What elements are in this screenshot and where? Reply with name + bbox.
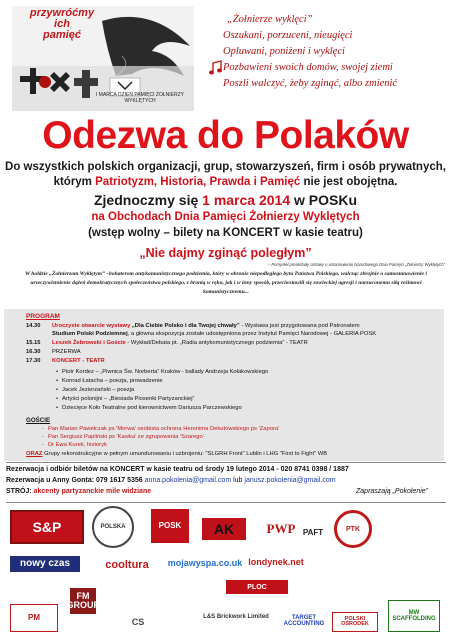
date-suffix: w POSKu xyxy=(294,192,358,208)
concert-item: • Piotr Kordez – „Piwnica Św. Norberta” Kraków - ballady Andrzeja Kołakowskiego xyxy=(56,368,268,376)
nowy-czas-logo: nowy czas xyxy=(10,556,80,572)
ls-brickwork-logo: L&S Brickwork Limited xyxy=(203,614,269,620)
intro-line: Do wszystkich polskich organizacji, grup, stowarzyszeń, firm i osób prywatnych, xyxy=(5,161,446,173)
hero-title-line: pamięć xyxy=(43,29,81,41)
intro-values: Patriotyzm, Historia, Prawda i Pamięć xyxy=(95,176,301,188)
poem-line: Oszukani, porzuceni, nieugięci xyxy=(223,30,353,41)
target-accounting-logo: TARGET ACCOUNTING xyxy=(283,615,325,627)
event-occasion: na Obchodach Dnia Pamięci Żołnierzy Wyklętych xyxy=(91,211,360,223)
event-date: 1 marca 2014 xyxy=(202,192,291,208)
footer-info xyxy=(6,464,446,497)
program-time: 15.15 xyxy=(26,340,41,346)
program-time: 16.30 xyxy=(26,349,41,355)
hero-title-line: ich xyxy=(54,18,70,30)
anna-contact: Rezerwacja u Anny Gonta: 079 1617 5356 xyxy=(6,477,143,484)
event-entry: (wstęp wolny – bilety na KONCERT w kasie teatru) xyxy=(88,227,363,239)
poem-line: Opluwani, poniżeni i wyklęci xyxy=(223,46,345,57)
cs-logo: CS xyxy=(131,616,145,627)
reservation-line: Rezerwacja i odbiór biletów na KONCERT w kasie teatru od środy 19 lutego 2014 - 020 8741 0398 / 1887 xyxy=(6,466,349,473)
dress-label: STRÓJ: xyxy=(6,488,32,495)
paft-logo: PAFT xyxy=(302,528,324,537)
guest-item: - Pan Sergiusz Papliński ps 'Kawka' ze zgrupowania 'Szarego' xyxy=(42,433,204,441)
program-highlight: Leszek Żebrowski i Goście xyxy=(52,340,126,346)
poem-title: „Żołnierze wyklęci” xyxy=(227,14,313,25)
program-text: - Wystawa jest przygotowana pod Patronatem xyxy=(239,323,360,329)
divider xyxy=(6,502,446,503)
program-bold: Studium Polski Podziemnej xyxy=(52,331,128,337)
mojawyspa-logo: mojawyspa.co.uk xyxy=(167,557,243,568)
dedication: W hołdzie „Żołnierzom Wyklętym” –bohaterom antykomunistycznego podziemia, który w obronie niepodległego bytu Państwa Polskiego, walcząc zbrojnie o samostanowienie i urzeczywistnienie dążeń demokratycznych społeczeństwa polskiego, z bronią w ręku, jak i w inny sposób, przeciwstawili się sowieckiej agresji i narzuconemu siłą reżimowi komunistycznemu... xyxy=(25,271,427,295)
polska-seal-logo: POLSKA xyxy=(92,506,134,548)
concert-item: • Dziecięce Koło Teatralne pod kierownictwem Dariusza Parczewskiego xyxy=(56,404,242,412)
divider xyxy=(6,462,446,463)
intro xyxy=(0,160,451,190)
program-bold: „Dla Ciebie Polsko i dla Twojej chwały” xyxy=(130,323,240,329)
poem xyxy=(223,12,449,92)
program-time: 14.30 xyxy=(26,323,41,329)
anna-email-link[interactable]: anna.pokolenia@gmail.com xyxy=(144,477,232,484)
program-highlight: KONCERT - TEATR xyxy=(52,358,105,364)
also-line xyxy=(26,451,327,457)
cooltura-logo: cooltura xyxy=(105,558,149,571)
ploc-logo: PLOC xyxy=(226,580,288,594)
guests-heading: GOŚCIE xyxy=(26,417,51,424)
event-motto: „Nie dajmy zginąć poległym” xyxy=(139,246,312,260)
program-time: 17.30 xyxy=(26,358,41,364)
dress-text: akcenty partyzanckie mile widziane xyxy=(33,488,152,495)
poem-line: Pozbawieni swoich domów, swojej ziemi xyxy=(223,62,393,73)
concert-item: • Artyści polonijni – „Biesiada Piosenki Partyzanckiej” xyxy=(56,395,194,403)
program-row xyxy=(26,357,444,365)
program-text: PRZERWA xyxy=(52,349,81,355)
poem-line: Poszli walczyć, żeby zginąć, albo zmienić xyxy=(223,78,398,89)
hero-caption: I MARCA DZIEŃ PAMIĘCI ŻOŁNIERZY WYKLĘTYCH xyxy=(96,92,184,104)
program-row xyxy=(26,322,444,330)
program-row xyxy=(26,348,444,356)
program-row xyxy=(26,330,444,338)
guest-item: - Dr Ewa Kurek, historyk xyxy=(42,441,107,449)
contact-line xyxy=(6,475,446,486)
program-highlight: Uroczyste otwarcie wystawy xyxy=(52,323,131,329)
main-title: Odezwa do Polaków xyxy=(42,114,409,157)
intro-prefix: którym xyxy=(53,176,92,188)
fm-group-logo: FM GROUP xyxy=(70,588,96,614)
concert-item: • Konrad Łatacha – poezja, prowadzenie xyxy=(56,377,163,385)
intro-line-2 xyxy=(0,175,451,190)
event-date-line xyxy=(0,192,451,208)
also-text: Grupy rekonstrukcyjne w pełnym umundurowaniu i uzbrojeniu: "SLGRH Front" Lublin i LHG "First to Fight" WB xyxy=(42,451,328,457)
hero-title-line: przywróćmy xyxy=(29,7,95,19)
invite-sign: Zapraszają „Pokolenie” xyxy=(356,488,428,495)
posk-logo: POSK xyxy=(150,508,190,544)
janusz-email-link[interactable]: janusz.pokolenia@gmail.com xyxy=(244,477,336,484)
motto-citation: – Pomysłeł preambuły Ustawy o ustanowieniu Narodowego Dnia Pamięci „Żołnierzy Wyklętych” xyxy=(267,262,445,267)
mw-scaffolding-logo: MW SCAFFOLDING xyxy=(388,600,440,632)
music-note-icon xyxy=(208,60,224,76)
pm-logo: PM xyxy=(10,604,58,632)
program-heading: PROGRAM xyxy=(26,313,60,320)
polski-osrodek-logo: POLSKI OŚRODEK xyxy=(332,612,378,632)
sp-logo: S&P xyxy=(10,510,84,544)
ptk-logo: PTK xyxy=(334,510,372,548)
guest-item: - Pan Marian Pawełczak ps 'Morwa' osobista ochrona Heronima Dekutowskiego ps 'Zapora' xyxy=(42,425,279,433)
londynek-logo: londynek.net xyxy=(248,556,304,567)
intro-suffix: nie jest obojętna. xyxy=(303,176,398,188)
program-text: , a główna ekspozycja zostałe udostępniona przez Instytut Pamięci Narodowej - GALERIA POSK xyxy=(127,331,377,337)
contact-or: lub xyxy=(233,477,243,484)
date-prefix: Zjednoczmy się xyxy=(93,192,199,208)
ak-logo: AK xyxy=(202,518,246,540)
program-row xyxy=(26,339,444,347)
pwp-logo: PWP xyxy=(266,520,296,536)
concert-item: • Jacek Jezierzański – poezja xyxy=(56,386,134,394)
also-label: ORAZ xyxy=(26,451,43,457)
hero-title xyxy=(22,8,102,41)
program-text: - Wykład/Debata pt. „Radia antykomunistycznego podziemia” - TEATR xyxy=(125,340,308,346)
